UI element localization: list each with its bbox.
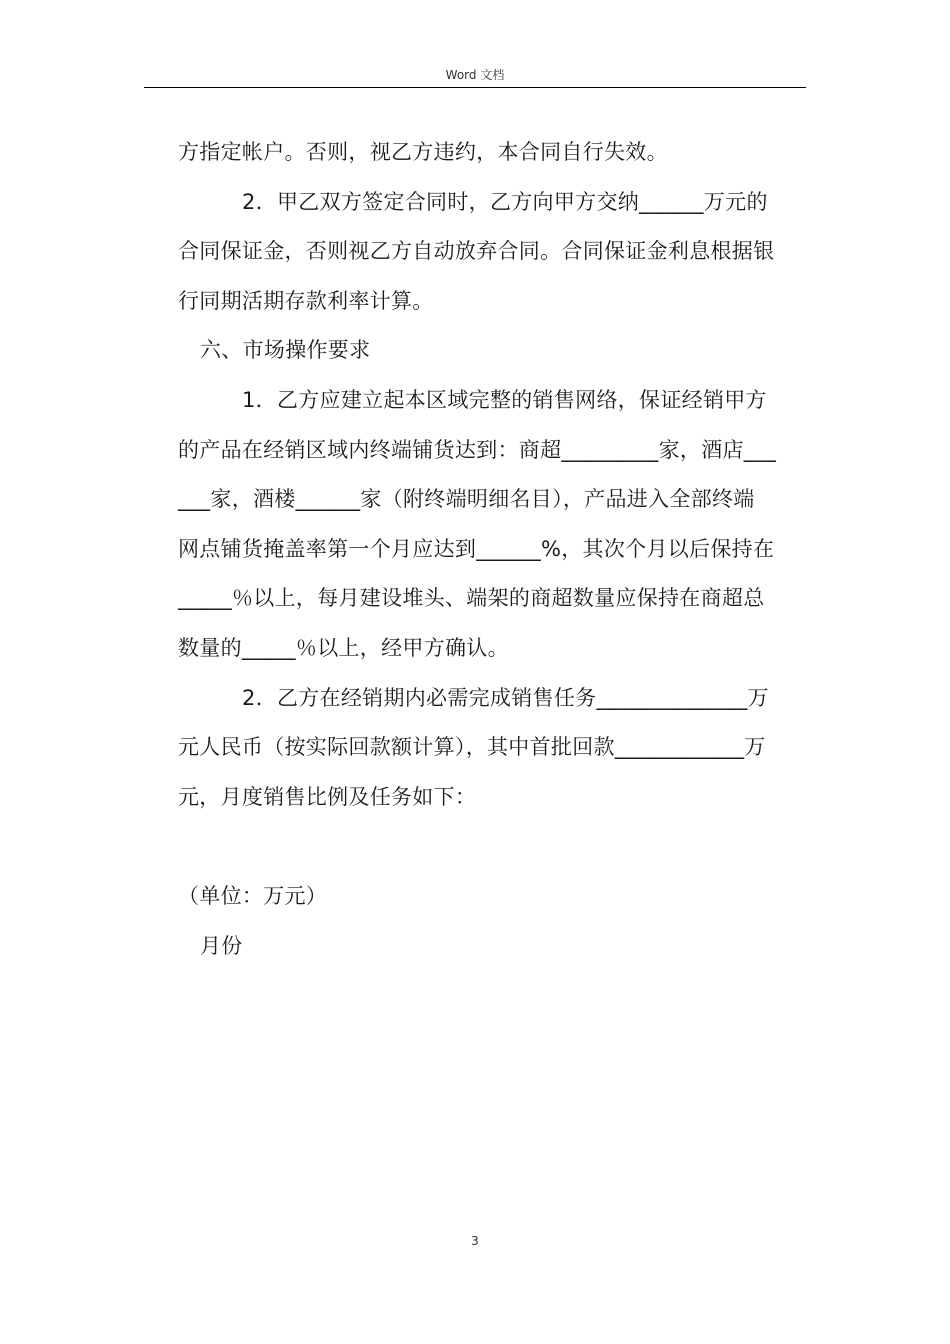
paragraph-line: ___家，酒楼______家（附终端明细名目），产品进入全部终端 bbox=[178, 487, 755, 512]
paragraph-line: 元，月度销售比例及任务如下： bbox=[178, 784, 477, 809]
paragraph-line: 的产品在经销区域内终端铺货达到：商超_________家，酒店___ bbox=[178, 437, 777, 462]
paragraph-line: 合同保证金，否则视乙方自动放弃合同。合同保证金利息根据银 bbox=[178, 239, 775, 264]
page-number: 3 bbox=[471, 1234, 479, 1248]
table-header-month: 月份 bbox=[200, 933, 243, 958]
paragraph-line: 行同期活期存款利率计算。 bbox=[178, 288, 434, 313]
paragraph-line: _____％以上，每月建设堆头、端架的商超数量应保持在商超总 bbox=[178, 586, 765, 611]
paragraph-line: 数量的_____％以上，经甲方确认。 bbox=[178, 635, 509, 660]
paragraph-line: 网点铺货掩盖率第一个月应达到______%，其次个月以后保持在 bbox=[178, 536, 775, 561]
page-header: Word 文档 bbox=[445, 68, 505, 82]
document-body bbox=[178, 128, 806, 972]
paragraph-line: 方指定帐户。否则，视乙方违约，本合同自行失效。 bbox=[178, 140, 668, 164]
header-divider bbox=[144, 87, 806, 88]
paragraph-line: 2．甲乙双方签定合同时，乙方向甲方交纳______万元的 bbox=[242, 189, 768, 214]
unit-note: （单位：万元） bbox=[178, 884, 328, 909]
paragraph-line: 1．乙方应建立起本区域完整的销售网络，保证经销甲方 bbox=[242, 387, 767, 412]
blank-space bbox=[178, 822, 806, 872]
paragraph-line: 元人民币（按实际回款额计算），其中首批回款____________万 bbox=[178, 735, 766, 760]
section-heading: 六、市场操作要求 bbox=[200, 338, 371, 363]
paragraph-line: 2．乙方在经销期内必需完成销售任务______________万 bbox=[242, 685, 769, 710]
